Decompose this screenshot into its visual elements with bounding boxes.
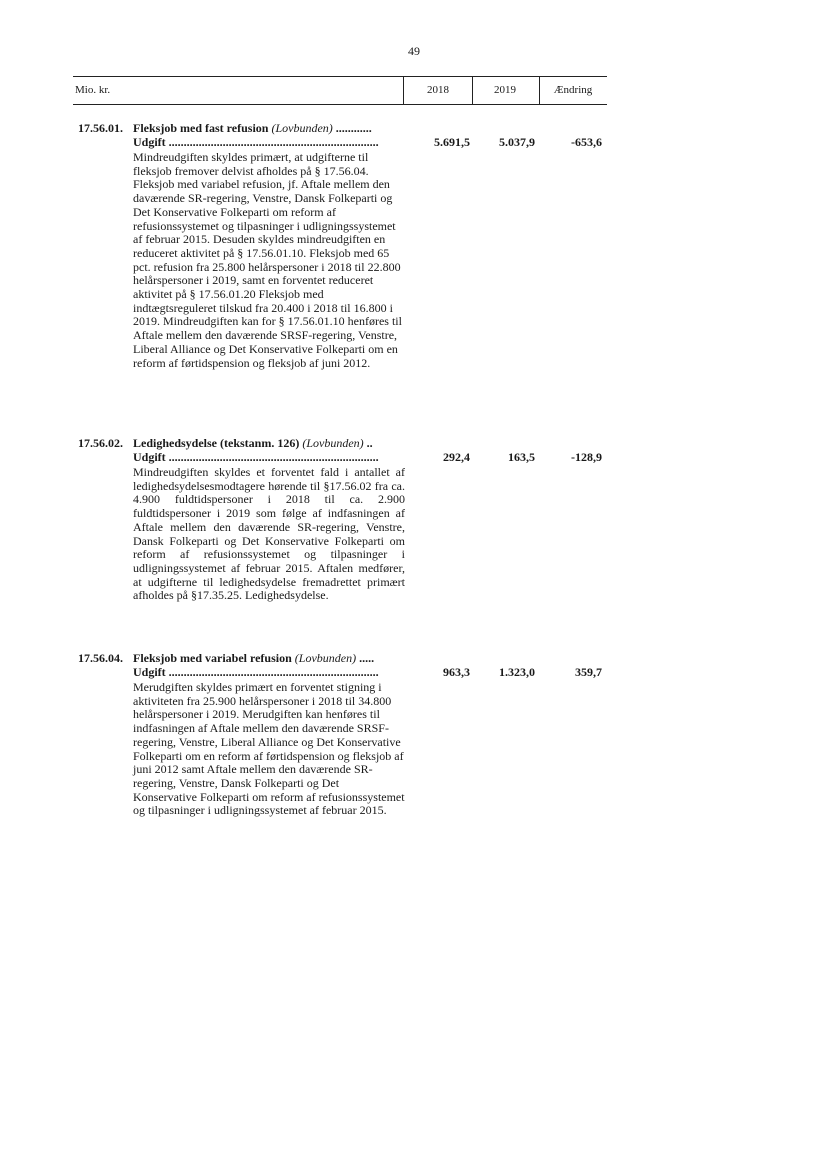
value-2018: 963,3 <box>443 665 470 679</box>
value-change: -128,9 <box>571 450 602 464</box>
value-change: -653,6 <box>571 135 602 149</box>
table-header <box>73 76 607 105</box>
value-2018: 292,4 <box>443 450 470 464</box>
udgift-label: Udgift ...................................................................... <box>133 135 379 149</box>
account-number: 17.56.01. <box>78 121 123 135</box>
value-2019: 163,5 <box>508 450 535 464</box>
unit-label: Mio. kr. <box>75 84 111 96</box>
section-title: Fleksjob med fast refusion (Lovbunden) ............ <box>133 121 372 135</box>
column-header-2018: 2018 <box>403 77 473 104</box>
udgift-label: Udgift ...................................................................... <box>133 665 379 679</box>
law-tag: (Lovbunden) <box>294 651 357 665</box>
column-header-change: Ændring <box>553 84 593 96</box>
value-change: 359,7 <box>575 665 602 679</box>
section-text: Merudgiften skyldes primært en forventet stigning i aktiviteten fra 25.900 helårspersoner i 2018 til 34.800 helårspersoner i 2019. Merudgiften kan henføres til indfasningen af Aftale mellem den daværende SRSF-regering, Venstre, Liberal Alliance og Det Konservative Folkeparti om en reform af førtidspension og fleksjob af juni 2012 samt Aftale mellem den daværende SR-regering, Venstre, Dansk Folkeparti og Det Konservative Folkeparti om reform af refusionssystemet og tilpasninger i udligningssystemet af februar 2015. <box>133 680 405 818</box>
column-header-2019: 2019 <box>471 77 540 104</box>
page-number: 49 <box>408 44 420 58</box>
section-text: Mindreudgiften skyldes et forventet fald i antallet af ledighedsydelsesmodtagere hørende til §17.56.02 fra ca. 4.900 fuldtidspersoner i 2018 til ca. 2.900 fuldtidspersoner i 2019 som følge af indfasningen af Aftale mellem den daværende SR-regering, Venstre, Dansk Folkeparti og Det Konservative Folkeparti om reform af refusionssystemet og tilpasninger i udligningssystemet af februar 2015. Aftalen medfører, at udgifterne til ledighedsydelse fremadrettet primært afholdes på §17.35.25. Ledighedsydelse. <box>133 465 405 603</box>
law-tag: (Lovbunden) <box>302 436 364 450</box>
section-title: Ledighedsydelse (tekstanm. 126) (Lovbunden) .. <box>133 436 373 450</box>
udgift-label: Udgift ...................................................................... <box>133 450 379 464</box>
value-2018: 5.691,5 <box>434 135 470 149</box>
account-number: 17.56.02. <box>78 436 123 450</box>
law-tag: (Lovbunden) <box>271 121 333 135</box>
section-title: Fleksjob med variabel refusion (Lovbunden) ..... <box>133 651 375 665</box>
value-2019: 5.037,9 <box>499 135 535 149</box>
account-number: 17.56.04. <box>78 651 123 665</box>
value-2019: 1.323,0 <box>499 665 535 679</box>
section-text: Mindreudgiften skyldes primært, at udgifterne til fleksjob fremover delvist afholdes på § 17.56.04. Fleksjob med variabel refusion, jf. Aftale mellem den daværende SR-regering, Venstre, Dansk Folkeparti og Det Konservative Folkeparti om reform af refusionssystemet og tilpasninger i udligningssystemet af februar 2015. Desuden skyldes mindreudgiften en reduceret aktivitet på § 17.56.01.10. Fleksjob med 65 pct. refusion fra 25.800 helårspersoner i 2018 til 22.800 helårspersoner i 2019, samt en forventet reduceret aktivitet på § 17.56.01.20 Fleksjob med indtægtsreguleret tilskud fra 20.400 i 2018 til 16.800 i 2019. Mindreudgiften kan for § 17.56.01.10 henføres til Aftale mellem den daværende SRSF-regering, Venstre, Liberal Alliance og Det Konservative Folkeparti om en reform af førtidspension og fleksjob af juni 2012. <box>133 150 402 370</box>
